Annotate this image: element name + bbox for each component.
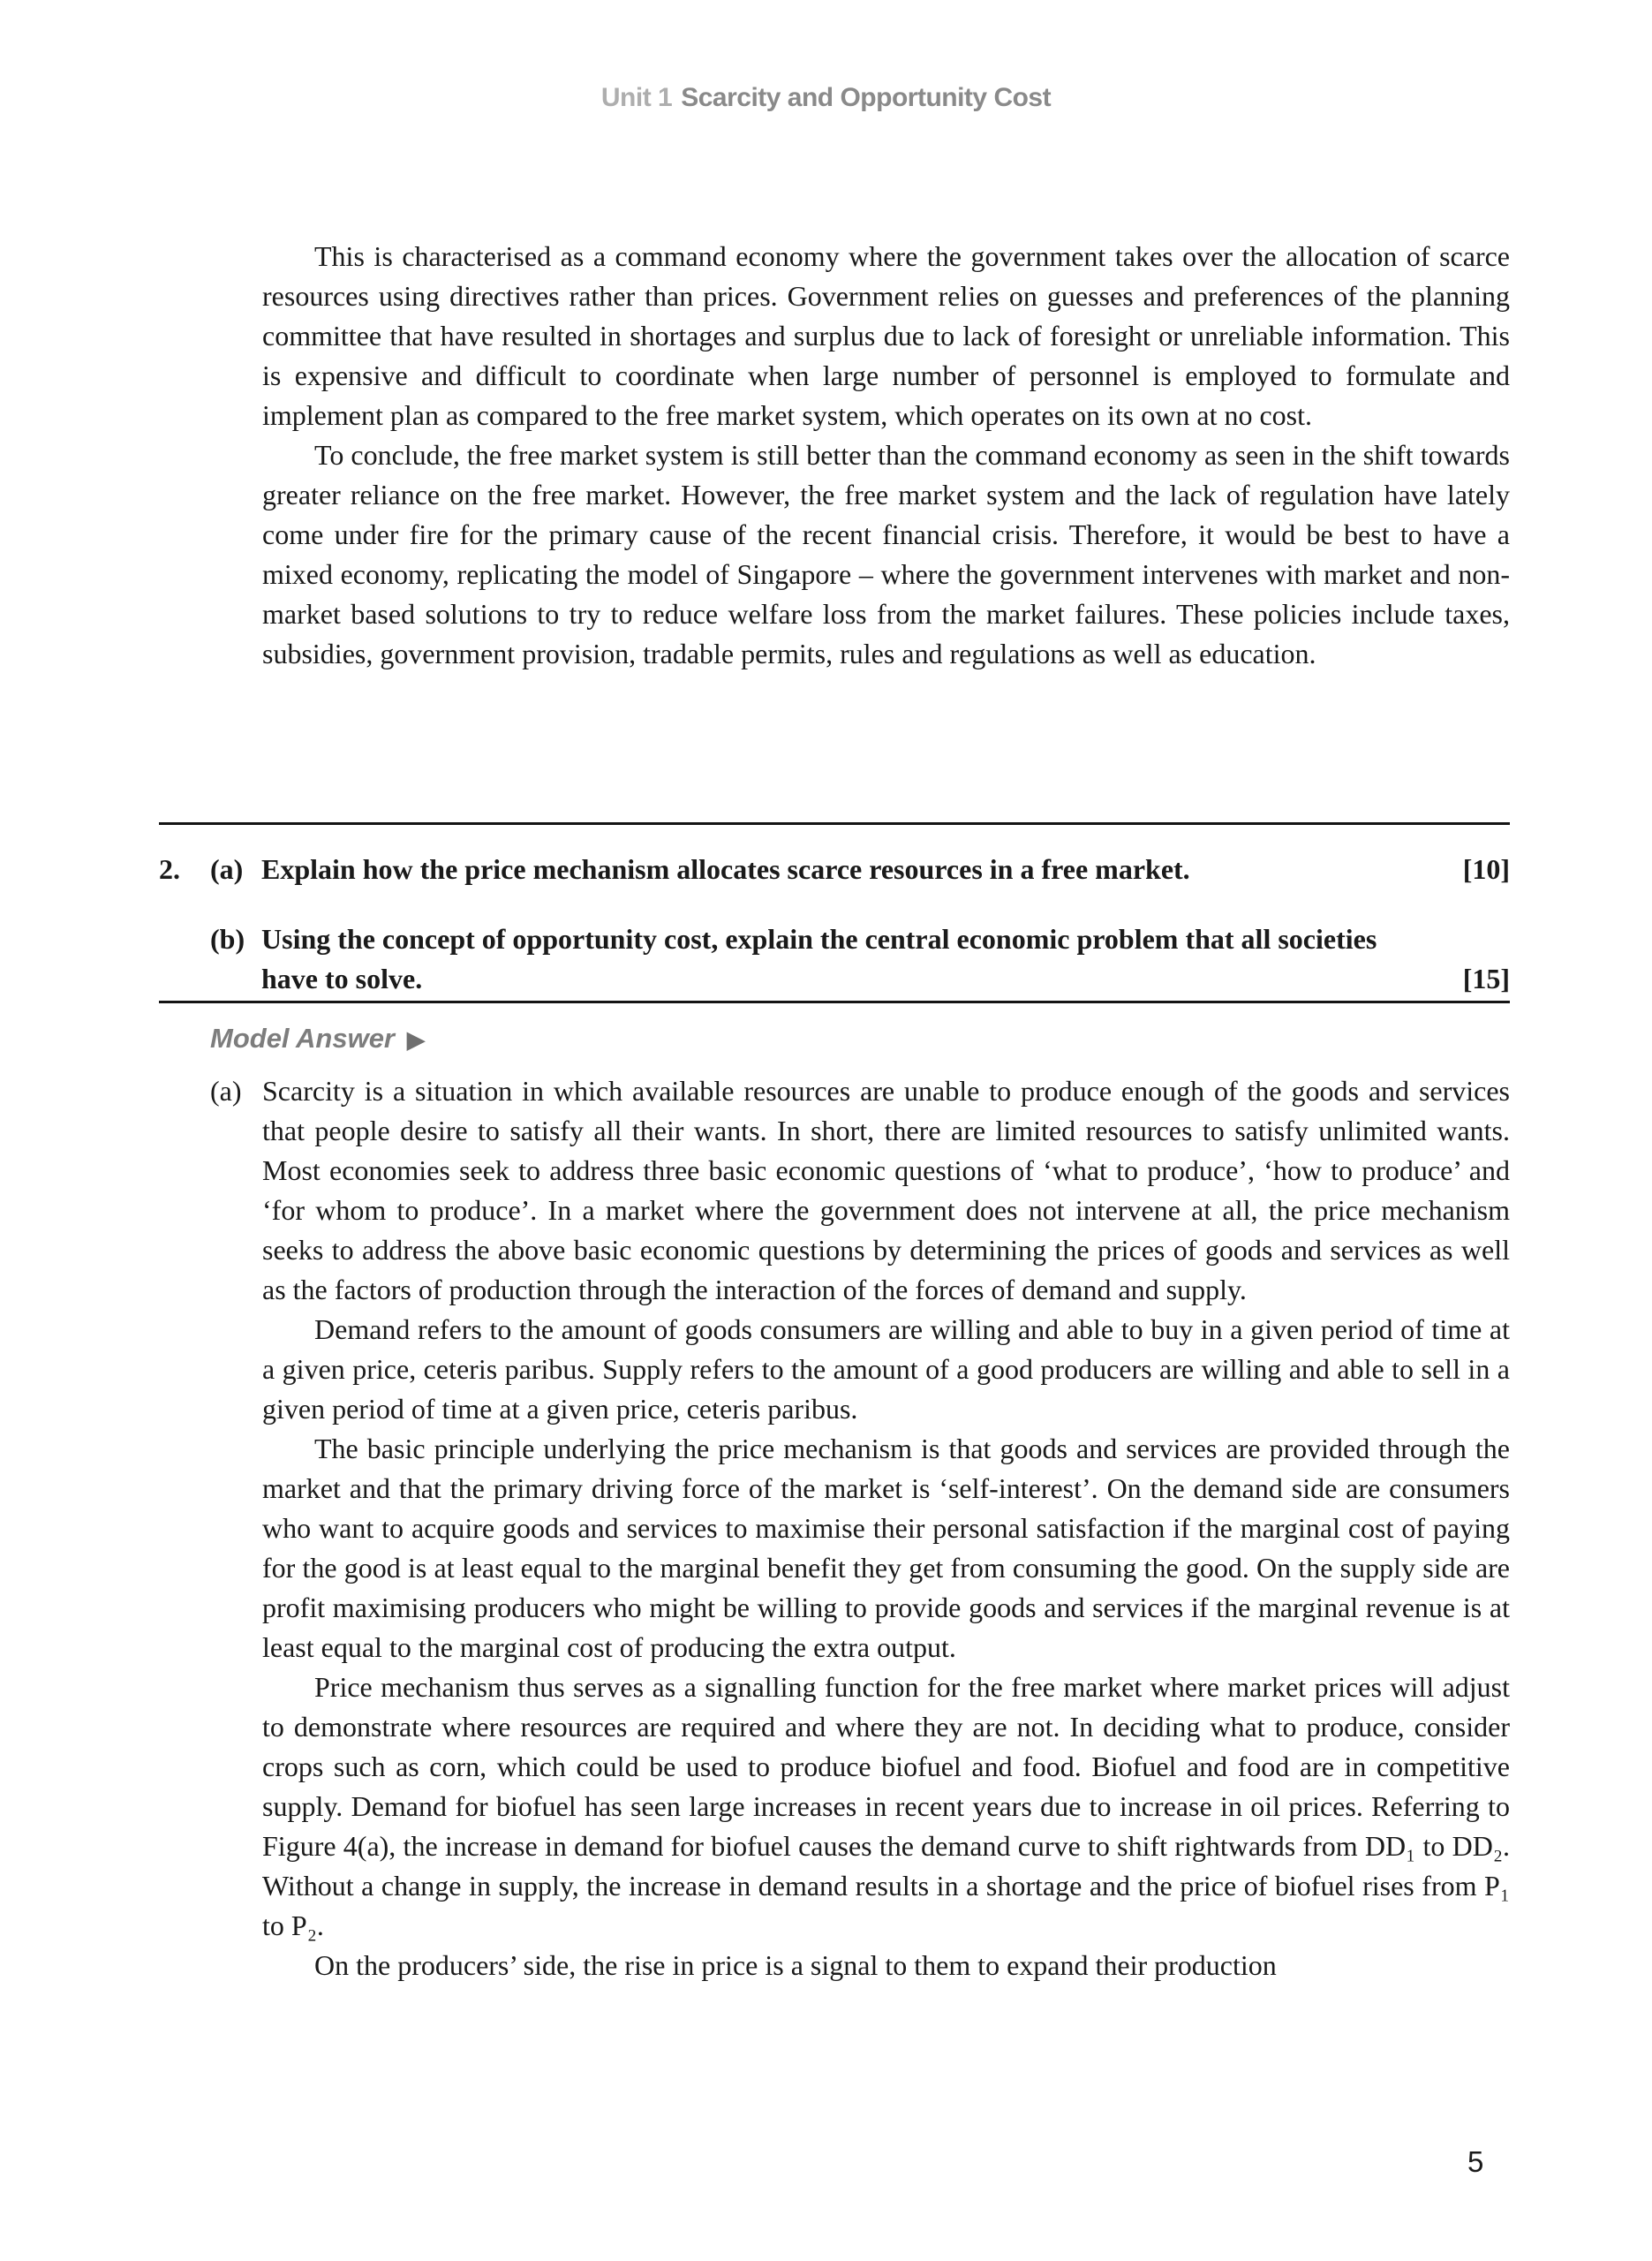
paragraph: The basic principle underlying the price mechanism is that goods and services are provided through the market and that the primary driving force of the market is ‘self-interest’. On the demand side are consumers who want to acquire goods and services to maximise their personal satisfaction if the marginal cost of paying for the good is at least equal to the marginal benefit they get from consuming the good. On the supply side are profit maximising producers who might be willing to provide goods and services if the marginal revenue is at least equal to the marginal cost of producing the extra output. — [262, 1433, 1510, 1663]
unit-label: Unit 1 — [600, 83, 673, 112]
question-part-b-marks: [15] — [1462, 963, 1510, 994]
model-answer-part-a — [210, 1071, 1510, 1985]
question-part-b — [159, 919, 1510, 999]
question-number: 2. — [159, 853, 180, 885]
divider-line-top — [159, 822, 1510, 825]
question-part-a — [159, 850, 1510, 889]
page-header — [0, 83, 1652, 113]
play-arrow-icon: ▶ — [407, 1026, 425, 1053]
model-answer-heading — [210, 1021, 425, 1057]
question-part-a-text: Explain how the price mechanism allocates scarce resources in a free market. — [261, 853, 1190, 885]
paragraph: This is characterised as a command economy where the government takes over the allocation of scarce resources using directives rather than prices. Government relies on guesses and preferences of the planning committee that have resulted in shortages and surplus due to lack of foresight or unreliable information. This is expensive and difficult to coordinate when large number of personnel is employed to formulate and implement plan as compared to the free market system, which operates on its own at no cost. — [262, 240, 1510, 431]
paragraph: To conclude, the free market system is still better than the command economy as seen in the shift towards greater reliance on the free market. However, the free market system and the lack of regulation have lately come under fire for the primary cause of the recent financial crisis. Therefore, it would be best to have a mixed economy, replicating the model of Singapore – where the government intervenes with market and non-market based solutions to try to reduce welfare loss from the market failures. These policies include taxes, subsidies, government provision, tradable permits, rules and regulations as well as education. — [262, 439, 1510, 669]
model-answer-label: Model Answer — [210, 1023, 395, 1054]
divider-line-bottom — [159, 1001, 1510, 1003]
question-part-b-text: Using the concept of opportunity cost, explain the central economic problem that all societies have to solve. — [261, 923, 1377, 994]
answer-body — [262, 1071, 1510, 1985]
paragraph: Scarcity is a situation in which available resources are unable to produce enough of the goods and services that people desire to satisfy all their wants. In short, there are limited resources to satisfy unlimited wants. Most economies seek to address three basic economic questions of ‘what to produce’, ‘how to produce’ and ‘for whom to produce’. In a market where the government does not intervene at all, the price mechanism seeks to address the above basic economic questions by determining the prices of goods and services as well as the factors of production through the interaction of the forces of demand and supply. — [262, 1075, 1510, 1305]
paragraph: Price mechanism thus serves as a signalling function for the free market where market prices will adjust to demonstrate where resources are required and where they are not. In deciding what to produce, consider crops such as corn, which could be used to produce biofuel and food. Biofuel and food are in competitive supply. Demand for biofuel has seen large increases in recent years due to increase in oil prices. Referring to Figure 4(a), the increase in demand for biofuel causes the demand curve to shift rightwards from DD₁ to DD₂. Without a change in supply, the increase in demand results in a shortage and the price of biofuel rises from P₁ to P₂. — [262, 1671, 1510, 1941]
paragraph: Demand refers to the amount of goods consumers are willing and able to buy in a given period of time at a given price, ceteris paribus. Supply refers to the amount of a good producers are willing and able to sell in a given period of time at a given price, ceteris paribus. — [262, 1313, 1510, 1425]
question-part-a-marks: [10] — [1462, 853, 1510, 885]
chapter-title: Scarcity and Opportunity Cost — [681, 83, 1052, 112]
question-2 — [159, 850, 1510, 999]
answer-part-label: (a) — [210, 1075, 242, 1107]
preceding-answer-text — [262, 237, 1510, 674]
page-number: 5 — [1467, 2145, 1484, 2178]
question-part-a-label: (a) — [210, 853, 244, 885]
paragraph: On the producers’ side, the rise in price is a signal to them to expand their production — [314, 1949, 1277, 1981]
question-part-b-label: (b) — [210, 923, 245, 955]
